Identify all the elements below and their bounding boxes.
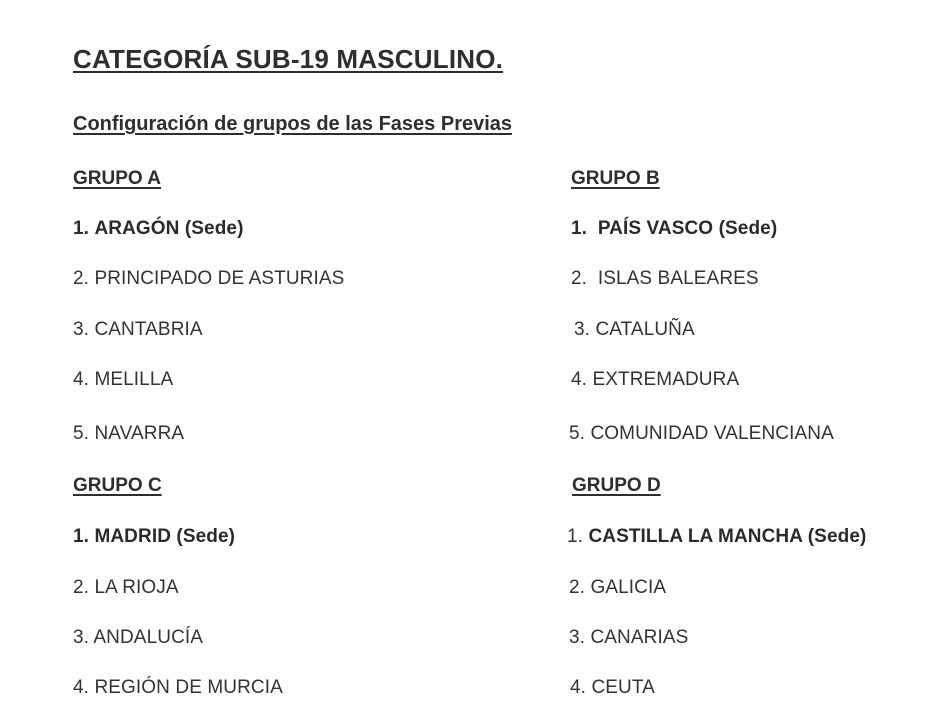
group-c-heading: GRUPO C [73,475,162,496]
item-text: CATALUÑA [595,319,695,340]
item-number: 4. [570,677,587,698]
item-text: CANARIAS [590,627,689,648]
group-b-heading: GRUPO B [571,168,660,189]
item-text: EXTREMADURA [592,369,740,390]
item-text-bold: PAÍS VASCO [597,218,714,239]
group-b-item-3 [574,319,695,341]
group-d-heading: GRUPO D [572,475,661,496]
group-b-item-1 [571,218,777,240]
item-text: LA RIOJA [94,577,179,598]
item-text: ANDALUCÍA [93,627,204,648]
group-a-heading: GRUPO A [73,168,161,189]
item-number: 5. [569,423,586,444]
item-number: 2. [571,268,588,289]
item-number: 3. [574,319,591,340]
item-text: COMUNIDAD VALENCIANA [590,423,834,444]
group-a-item-5 [73,423,184,445]
group-a-item-4 [73,369,173,391]
group-d-item-4 [570,677,655,699]
item-number: 5. [73,423,90,444]
group-c-item-2 [73,577,179,599]
page-title: CATEGORÍA SUB-19 MASCULINO. [73,44,504,74]
group-b-item-2 [571,268,759,290]
group-b-item-4 [571,369,739,391]
item-text: REGIÓN DE MURCIA [94,677,283,698]
group-c-item-1 [73,526,235,548]
item-number: 4. [571,369,588,390]
item-text: ISLAS BALEARES [597,268,759,289]
item-number: 4. [73,369,90,390]
group-d-item-1 [567,526,866,548]
group-b-item-5 [569,423,834,445]
item-text: CASTILLA LA MANCHA (Sede) [588,526,867,547]
group-d-item-3 [569,627,688,649]
item-text: PRINCIPADO DE ASTURIAS [94,268,345,289]
item-text: ARAGÓN (Sede) [94,218,244,239]
item-text: CANTABRIA [94,319,203,340]
group-c-item-4 [73,677,283,699]
group-d-item-2 [569,577,666,599]
group-c-item-3 [73,627,203,649]
item-number: 1. [571,218,588,239]
item-number: 2. [73,577,90,598]
item-number: 1. [73,526,90,547]
item-text: GALICIA [590,577,667,598]
item-text: NAVARRA [94,423,185,444]
item-text: MELILLA [94,369,174,390]
group-a-item-1 [73,218,244,240]
item-number: 4. [73,677,90,698]
item-number: 1. [73,218,90,239]
item-text: CEUTA [591,677,655,698]
group-a-item-3 [73,319,203,341]
item-number: 2. [569,577,586,598]
item-number: 3. [569,627,586,648]
item-number: 3. [73,627,90,648]
item-text-rest: (Sede) [718,218,778,239]
item-text: MADRID (Sede) [94,526,236,547]
page-subtitle: Configuración de grupos de las Fases Previas [73,113,513,135]
item-number: 3. [73,319,90,340]
group-a-item-2 [73,268,344,290]
item-number: 2. [73,268,90,289]
item-number: 1. [567,526,584,547]
